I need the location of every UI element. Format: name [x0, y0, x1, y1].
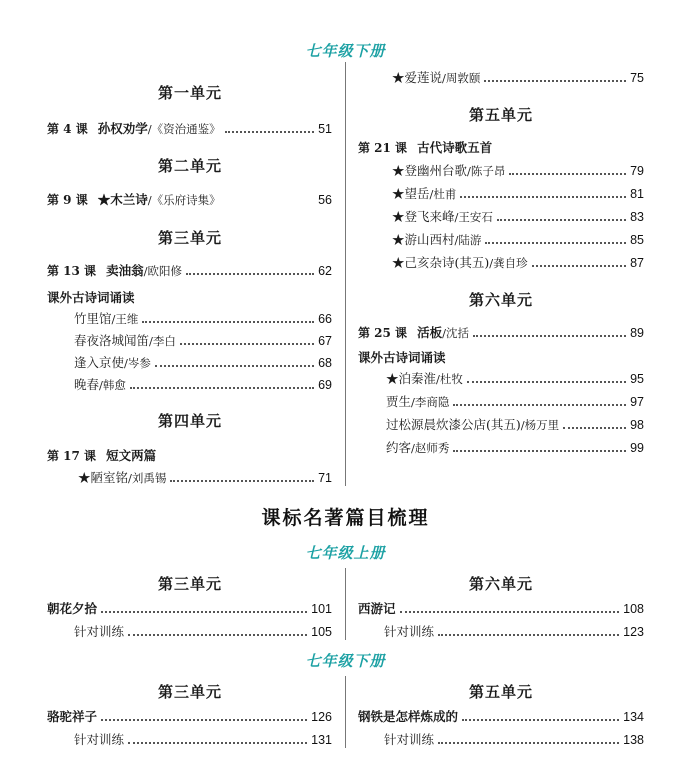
grade-heading-7-down: 七年级下册 [305, 652, 386, 670]
lesson-author: /欧阳修 [143, 264, 182, 278]
unit-heading-6: 第六单元 [468, 291, 533, 309]
classics-title: 课标名著篇目梳理 [261, 507, 430, 529]
poem-author: /王安石 [454, 210, 493, 224]
lesson-author: /《乐府诗集》 [147, 193, 221, 207]
page-number: 66 [318, 312, 332, 326]
toc-entry-extra[interactable] [74, 354, 332, 372]
page-number: 62 [318, 264, 332, 278]
leader-dots [438, 632, 619, 636]
poem-title: 贾生 [386, 394, 412, 409]
lesson-number: 第 21 课 [358, 141, 408, 155]
unit-heading-4: 第四单元 [157, 412, 222, 430]
leader-dots [130, 385, 314, 389]
poem-author: /岑参 [124, 356, 151, 370]
poem-title: ★登飞来峰 [392, 209, 455, 224]
poem-title: ★泊秦淮 [386, 371, 437, 386]
page-number: 138 [623, 733, 644, 747]
leader-dots [453, 402, 626, 406]
leader-dots [101, 717, 307, 721]
lesson-title: 卖油翁 [106, 263, 144, 278]
lesson-number: 第 9 课 [47, 193, 88, 207]
poem-title: 逢入京使 [74, 355, 125, 370]
classics-unit-right-up: 第六单元 [468, 575, 533, 593]
leader-dots [225, 129, 314, 133]
page-number: 126 [311, 710, 332, 724]
grade-heading-7-up: 七年级上册 [305, 544, 386, 562]
toc-entry-lesson-9[interactable] [47, 191, 332, 209]
poem-title: 晚春 [74, 377, 100, 392]
page-number: 95 [630, 372, 644, 386]
page-number: 67 [318, 334, 332, 348]
lesson-number: 第 25 课 [358, 326, 408, 340]
classics-book-entry[interactable] [358, 708, 644, 726]
column-divider-top [345, 62, 346, 486]
book-title: 钢铁是怎样炼成的 [358, 709, 459, 724]
book-title: 朝花夕拾 [47, 601, 98, 616]
text-title: ★陋室铭 [78, 470, 129, 485]
lesson-title: 孙权劝学 [97, 121, 148, 136]
poem-author: /李商隐 [411, 395, 450, 409]
poem-author: /王维 [111, 312, 139, 326]
page-number: 101 [311, 602, 332, 616]
poem-title: 春夜洛城闻笛 [74, 333, 150, 348]
page-number: 123 [623, 625, 644, 639]
text-author: /刘禹锡 [128, 471, 167, 485]
poem-author: /龚自珍 [489, 256, 528, 270]
page-number: 131 [311, 733, 332, 747]
lesson-title: 短文两篇 [106, 448, 157, 463]
page-number: 75 [630, 71, 644, 85]
toc-entry-extra[interactable] [74, 310, 332, 328]
poem-author: /李白 [149, 334, 176, 348]
poem-title: 约客 [386, 440, 412, 455]
lesson-title: 活板 [417, 325, 443, 340]
leader-dots [453, 448, 626, 452]
poem-author: /杜甫 [429, 187, 457, 201]
extra-reading-heading-right: 课外古诗词诵读 [358, 350, 446, 365]
poem-author: /韩愈 [99, 378, 126, 392]
poem-title: 竹里馆 [74, 311, 112, 326]
toc-entry-extra[interactable] [386, 370, 644, 388]
leader-dots [467, 379, 626, 383]
leader-dots [532, 263, 626, 267]
lesson-author: /沈括 [442, 326, 469, 340]
toc-entry-extra[interactable] [386, 439, 644, 457]
unit-heading-1: 第一单元 [157, 84, 222, 102]
page-number: 99 [630, 441, 644, 455]
leader-dots [128, 740, 307, 744]
book-title: 西游记 [358, 601, 396, 616]
practice-title: 针对训练 [74, 732, 125, 747]
poem-title: ★望岳 [392, 186, 430, 201]
toc-entry-poem[interactable] [392, 162, 644, 180]
page-number: 98 [630, 418, 644, 432]
toc-entry-ailian[interactable] [392, 69, 644, 87]
leader-dots [128, 632, 307, 636]
extra-reading-heading-left: 课外古诗词诵读 [47, 290, 135, 305]
leader-dots [460, 194, 626, 198]
leader-dots [180, 341, 314, 345]
practice-title: 针对训练 [384, 624, 435, 639]
page-number: 134 [623, 710, 644, 724]
poem-title: ★己亥杂诗(其五) [392, 255, 490, 270]
toc-entry-lesson-13[interactable] [47, 262, 332, 280]
practice-title: 针对训练 [384, 732, 435, 747]
classics-unit-left-up: 第三单元 [157, 575, 222, 593]
text-title: ★爱莲说 [392, 70, 443, 85]
classics-practice-entry[interactable] [384, 623, 644, 641]
page-number: 71 [318, 471, 332, 485]
leader-dots [462, 717, 619, 721]
leader-dots [438, 740, 619, 744]
page-number: 85 [630, 233, 644, 247]
poem-author: /赵师秀 [411, 441, 450, 455]
lesson-number: 第 13 课 [47, 264, 97, 278]
toc-entry-lesson-4[interactable] [47, 120, 332, 138]
column-divider-7-up [345, 568, 346, 640]
leader-dots [473, 333, 626, 337]
poem-author: /陈子昂 [467, 164, 506, 178]
poem-title: ★登幽州台歌 [392, 163, 468, 178]
leader-dots [563, 425, 626, 429]
unit-heading-5: 第五单元 [468, 106, 533, 124]
page-number: 97 [630, 395, 644, 409]
page-number: 89 [630, 326, 644, 340]
poem-title: ★游山西村 [392, 232, 455, 247]
page-number: 51 [318, 122, 332, 136]
leader-dots [400, 609, 620, 613]
toc-entry-extra[interactable] [74, 332, 332, 350]
classics-practice-entry[interactable] [74, 731, 332, 749]
classics-unit-left-down: 第三单元 [157, 683, 222, 701]
poem-author: /杨万里 [520, 418, 560, 432]
page-number: 79 [630, 164, 644, 178]
classics-practice-entry[interactable] [384, 731, 644, 749]
poem-author: /杜牧 [436, 372, 463, 386]
lesson-number: 第 4 课 [47, 122, 88, 136]
unit-heading-2: 第二单元 [157, 157, 222, 175]
page-number: 105 [311, 625, 332, 639]
page-number: 68 [318, 356, 332, 370]
lesson-title: ★木兰诗 [97, 192, 148, 207]
toc-entry-extra[interactable] [74, 376, 332, 394]
classics-unit-right-down: 第五单元 [468, 683, 533, 701]
page-number: 56 [318, 193, 332, 207]
leader-dots [155, 363, 314, 367]
toc-entry-poem[interactable] [392, 208, 644, 226]
leader-dots [186, 271, 314, 275]
toc-entry-lesson-17-sub[interactable] [78, 469, 332, 487]
lesson-author: /《资治通鉴》 [147, 122, 221, 136]
classics-book-entry[interactable] [47, 600, 332, 618]
leader-dots [142, 319, 314, 323]
lesson-number: 第 17 课 [47, 449, 97, 463]
poem-title: 过松源晨炊漆公店(其五) [386, 417, 521, 432]
leader-dots [170, 478, 314, 482]
classics-book-entry[interactable] [47, 708, 332, 726]
classics-practice-entry[interactable] [74, 623, 332, 641]
page-number: 81 [630, 187, 644, 201]
column-divider-7-down [345, 676, 346, 748]
leader-dots [497, 217, 626, 221]
leader-dots [101, 609, 307, 613]
book-title: 骆驼祥子 [47, 709, 98, 724]
unit-heading-3: 第三单元 [157, 229, 222, 247]
leader-dots [485, 240, 626, 244]
toc-entry-poem[interactable] [392, 231, 644, 249]
toc-entry-extra[interactable] [386, 393, 644, 411]
page-number: 87 [630, 256, 644, 270]
toc-entry-poem[interactable] [392, 185, 644, 203]
classics-book-entry[interactable] [358, 600, 644, 618]
practice-title: 针对训练 [74, 624, 125, 639]
page-number: 108 [623, 602, 644, 616]
poem-author: /陆游 [454, 233, 482, 247]
toc-entry-poem[interactable] [392, 254, 644, 272]
page-number: 83 [630, 210, 644, 224]
lesson-title: 古代诗歌五首 [417, 140, 493, 155]
page-number: 69 [318, 378, 332, 392]
leader-dots [484, 78, 626, 82]
toc-entry-lesson-17[interactable] [47, 447, 332, 465]
toc-entry-extra[interactable] [386, 416, 644, 434]
text-author: /周敦颐 [442, 71, 481, 85]
toc-entry-lesson-25[interactable] [358, 324, 644, 342]
toc-entry-lesson-21[interactable] [358, 139, 644, 157]
leader-dots [509, 171, 626, 175]
grade-heading-top: 七年级下册 [305, 42, 386, 60]
